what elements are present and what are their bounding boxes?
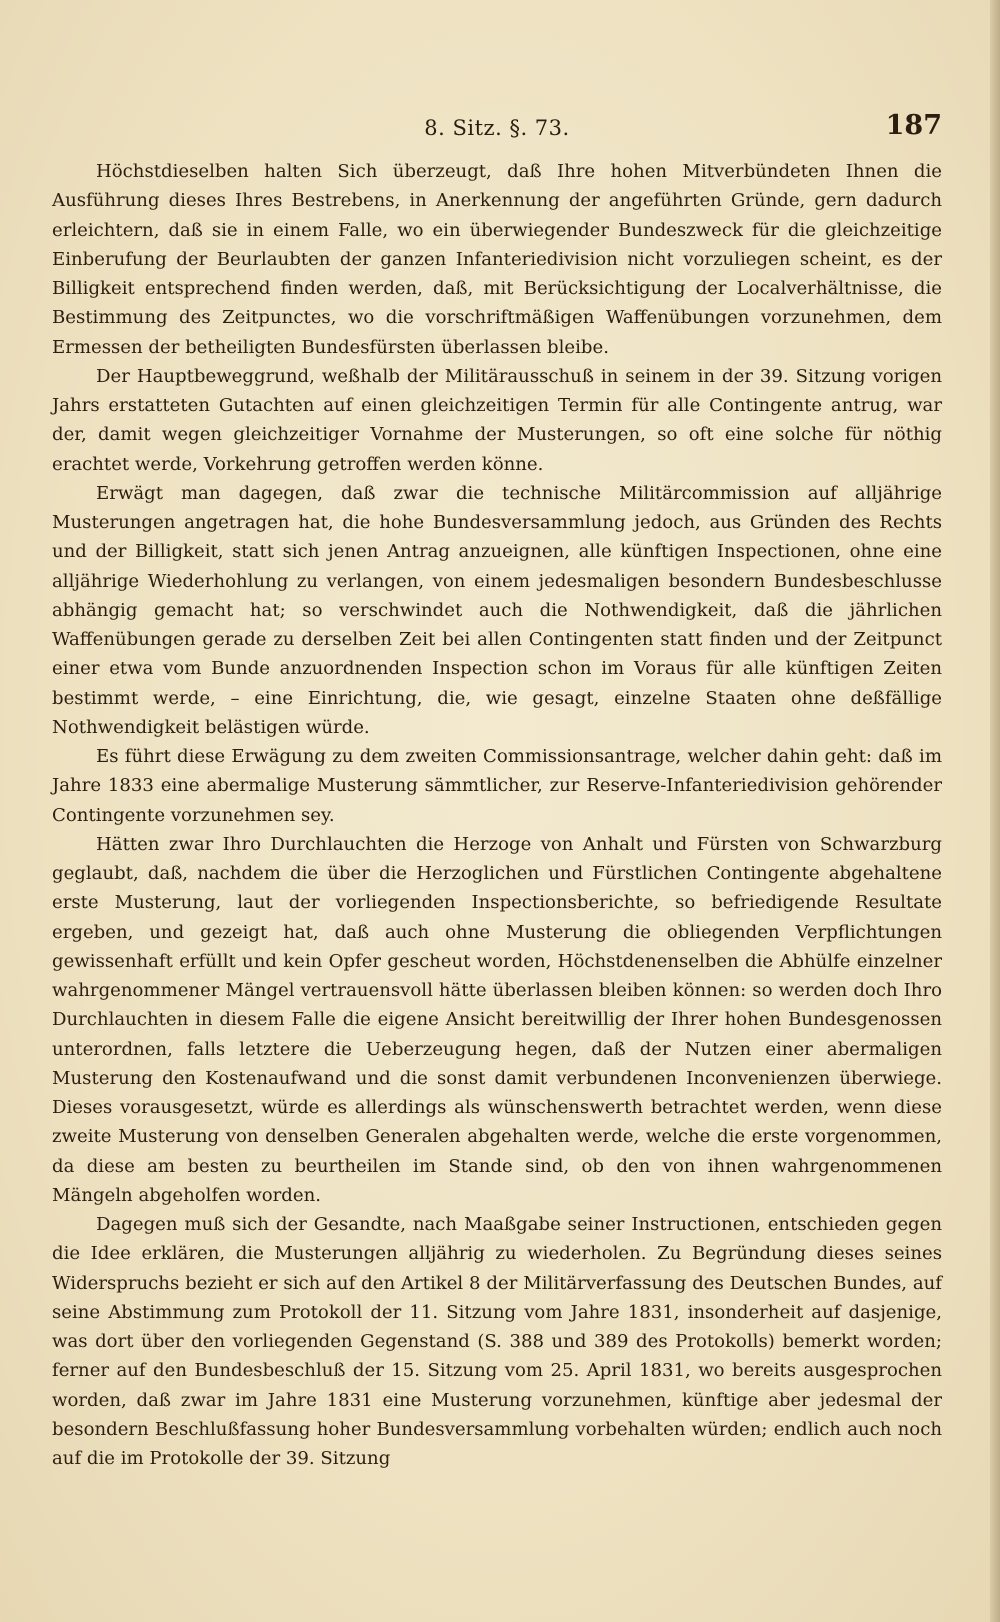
paragraph: Höchstdieselben halten Sich überzeugt, daß Ihre hohen Mitverbündeten Ihnen die Ausführung dieses Ihres Bestrebens, in Anerkennung der angeführten Gründe, gern dadurch erleichtern, daß sie in einem Falle, wo ein überwiegender Bundeszweck für die gleichzeitige Einberufung der Beurlaubten der ganzen Infanteriedivision nicht vorzuliegen scheint, es der Billigkeit entsprechend finden werden, daß, mit Berücksichtigung der Localverhältnisse, die Bestimmung des Zeitpunctes, wo die vorschriftmäßigen Waffenübungen vorzunehmen, dem Ermessen der betheiligten Bundesfürsten überlassen bleibe. bbox=[52, 161, 942, 358]
page-header bbox=[52, 110, 942, 150]
page-edge-shadow bbox=[990, 0, 1000, 1622]
paragraph: Dagegen muß sich der Gesandte, nach Maaßgabe seiner Instructionen, entschieden gegen die Idee erklären, die Musterungen alljährig zu wiederholen. Zu Begründung dieses seines Widerspruchs bezieht er sich auf den Artikel 8 der Militärverfassung des Deutschen Bundes, auf seine Abstimmung zum Protokoll der 11. Sitzung vom Jahre 1831, insonderheit auf dasjenige, was dort über den vorliegenden Gegenstand (S. 388 und 389 des Protokolls) bemerkt worden; ferner auf den Bundesbeschluß der 15. Sitzung vom 25. April 1831, wo bereits ausgesprochen worden, daß zwar im Jahre 1831 eine Musterung vorzunehmen, künftige aber jedesmal der besondern Beschlußfassung hoher Bundesversammlung vorbehalten würden; endlich auch noch auf die im Protokolle der 39. Sitzung bbox=[52, 1214, 942, 1469]
body-text bbox=[52, 157, 942, 1473]
paragraph: Hätten zwar Ihro Durchlauchten die Herzoge von Anhalt und Fürsten von Schwarzburg geglaubt, daß, nachdem die über die Herzoglichen und Fürstlichen Contingente abgehaltene erste Musterung, laut der vorliegenden Inspectionsberichte, so befriedigende Resultate ergeben, und gezeigt hat, daß auch ohne Musterung die obliegenden Verpflichtungen gewissenhaft erfüllt und kein Opfer gescheut worden, Höchstdenenselben die Abhülfe einzelner wahrgenommener Mängel vertrauensvoll hätte überlassen bleiben können: so werden doch Ihro Durchlauchten in diesem Falle die eigene Ansicht bereitwillig der Ihrer hohen Bundesgenossen unterordnen, falls letztere die Ueberzeugung hegen, daß der Nutzen einer abermaligen Musterung den Kostenaufwand und die sonst damit verbundenen Inconvenienzen überwiege. Dieses vorausgesetzt, würde es allerdings als wünschenswerth betrachtet werden, wenn diese zweite Musterung von denselben Generalen abgehalten werde, welche die erste vorgenommen, da diese am besten zu beurtheilen im Stande sind, ob den von ihnen wahrgenommenen Mängeln abgeholfen worden. bbox=[52, 833, 942, 1206]
page-number: 187 bbox=[885, 110, 942, 141]
paragraph: Erwägt man dagegen, daß zwar die technische Militärcommission auf alljährige Musterungen angetragen hat, die hohe Bundesversammlung jedoch, aus Gründen des Rechts und der Billigkeit, statt sich jenen Antrag anzueignen, alle künftigen Inspectionen, ohne eine alljährige Wiederhohlung zu verlangen, von einem jedesmaligen besondern Bundesbeschlusse abhängig gemacht hat; so verschwindet auch die Nothwendigkeit, daß die jährlichen Waffenübungen gerade zu derselben Zeit bei allen Contingenten statt finden und der Zeitpunct einer etwa vom Bunde anzuordnenden Inspection schon im Voraus für alle künftigen Zeiten bestimmt werde, – eine Einrichtung, die, wie gesagt, einzelne Staaten ohne deßfällige Nothwendigkeit belästigen würde. bbox=[52, 482, 942, 738]
running-head: 8. Sitz. §. 73. bbox=[424, 116, 570, 140]
paragraph: Der Hauptbeweggrund, weßhalb der Militärausschuß in seinem in der 39. Sitzung vorigen Jahrs erstatteten Gutachten auf einen gleichzeitigen Termin für alle Contingente antrug, war der, damit wegen gleichzeitiger Vornahme der Musterungen, so oft eine solche für nöthig erachtet werde, Vorkehrung getroffen werden könne. bbox=[52, 365, 942, 475]
paragraph: Es führt diese Erwägung zu dem zweiten Commissionsantrage, welcher dahin geht: daß im Jahre 1833 eine abermalige Musterung sämmtlicher, zur Reserve-Infanteriedivision gehörender Contingente vorzunehmen sey. bbox=[52, 746, 942, 826]
